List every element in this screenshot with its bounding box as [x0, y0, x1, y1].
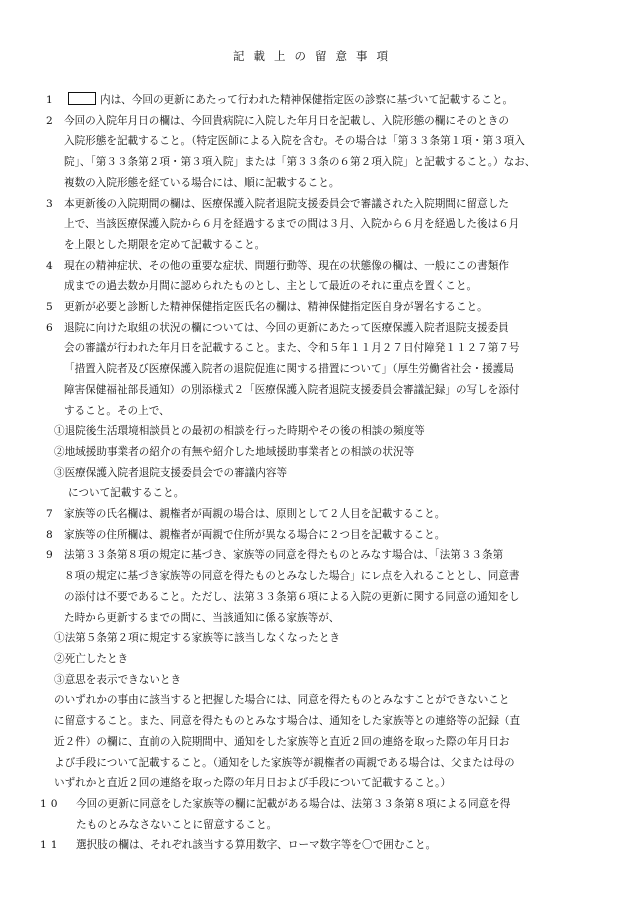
note-line: 選択肢の欄は、それぞれ該当する算用数字、ローマ数字等を〇で囲むこと。: [76, 839, 437, 852]
note-line: 内は、今回の更新にあたって行われた精神保健指定医の診察に基づいて記載すること。: [100, 94, 514, 106]
page-title: 記載上の留意事項: [233, 49, 397, 63]
note-number: 8: [46, 528, 53, 541]
note-item-11: [40, 835, 592, 856]
note-line: ８項の規定に基づき家族等の同意を得たものとみなした場合」にレ点を入れることとし、同意書: [64, 570, 520, 583]
note-item-5: [46, 297, 592, 318]
note-line: のいずれかの事由に該当すると把握した場合には、同意を得たものとみなすことができないこと: [54, 694, 510, 707]
note-subitem: ①退院後生活環境相談員との最初の相談を行った時期やその後の相談の頻度等: [54, 425, 425, 438]
note-item-4: [46, 256, 592, 297]
note-item-10: [40, 794, 592, 835]
note-line: いずれかと直近２回の連絡を取った際の年月日および手段について記載すること。）: [54, 777, 452, 790]
note-item-1: [46, 90, 592, 111]
note-line: 障害保健福祉部長通知）の別添様式２「医療保護入院者退院支援委員会審議記録」の写しを添付: [64, 383, 520, 396]
note-number: 4: [46, 259, 53, 272]
note-line: 会の審議が行われた年月日を記載すること。また、令和５年１１月２７日付障発１１２７第７号: [64, 342, 520, 355]
note-subitem: ②地域援助事業者の紹介の有無や紹介した地域援助事業者との相談の状況等: [54, 445, 415, 458]
note-number: 10: [40, 797, 62, 810]
note-number: 3: [46, 197, 53, 210]
note-line: に留意すること。また、同意を得たものとみなす場合は、通知をした家族等との連絡等の記録（直: [54, 715, 521, 728]
note-item-9: [46, 545, 592, 793]
note-item-6: [46, 318, 592, 504]
note-subitem: ③意思を表示できないとき: [54, 673, 182, 686]
note-line: 今回の入院年月日の欄は、今回貴病院に入院した年月日を記載し、入院形態の欄にそのときの: [64, 114, 509, 127]
note-number: 2: [46, 114, 53, 127]
note-line: 現在の精神症状、その他の重要な症状、問題行動等、現在の状態像の欄は、一般にこの書類作: [64, 259, 509, 272]
note-line: 上で、当該医療保護入院から６月を経過するまでの間は３月、入院から６月を経過した後は６月: [64, 218, 520, 231]
note-item-8: [46, 525, 592, 546]
note-item-3: [46, 194, 592, 256]
note-subitem: ②死亡したとき: [54, 652, 129, 665]
note-line: た時から更新するまでの間に、当該通知に係る家族等が、: [64, 611, 340, 624]
note-line: 家族等の氏名欄は、親権者が両親の場合は、原則として２人目を記載すること。: [64, 508, 446, 521]
note-line: について記載すること。: [68, 487, 185, 500]
note-number: 1: [46, 94, 53, 106]
note-line: 家族等の住所欄は、親権者が両親で住所が異なる場合に２つ目を記載すること。: [64, 528, 446, 541]
note-line: 近２件）の欄に、直前の入院期間中、通知をした家族等と直近２回の連絡を取った際の年月日お: [54, 735, 510, 748]
note-number: 11: [40, 839, 62, 852]
note-line: を上限とした期限を定めて記載すること。: [64, 238, 266, 251]
note-item-7: [46, 504, 592, 525]
blank-box-icon: [68, 92, 96, 105]
note-line: すること。その上で、: [64, 404, 170, 417]
note-line: 更新が必要と診断した精神保健指定医氏名の欄は、精神保健指定医自身が署名すること。: [64, 301, 488, 314]
note-line: 今回の更新に同意をした家族等の欄に記載がある場合は、法第３３条第８項による同意を得: [76, 797, 511, 810]
note-number: 9: [46, 549, 53, 562]
note-line: 院」、「第３３条第２項・第３項入院」または「第３３条の６第２項入院」と記載すること。）なお、: [64, 156, 536, 169]
note-number: 6: [46, 321, 53, 334]
note-line: 複数の入院形態を経ている場合には、順に記載すること。: [64, 176, 340, 189]
note-line: よび手段について記載すること。（通知をした家族等が親権者の両親である場合は、父または母の: [54, 756, 515, 769]
note-line: 本更新後の入院期間の欄は、医療保護入院者退院支援委員会で審議された入院期間に留意した: [64, 197, 509, 210]
note-line: 退院に向けた取組の状況の欄については、今回の更新にあたって医療保護入院者退院支援委員: [64, 321, 509, 334]
note-line: の添付は不要であること。ただし、法第３３条第６項による入院の更新に関する同意の通知をし: [64, 590, 520, 603]
note-number: 5: [46, 301, 53, 314]
note-line: 成までの過去数か月間に認められたものとし、主として最近のそれに重点を置くこと。: [64, 280, 478, 293]
note-line: 「措置入院者及び医療保護入院者の退院促進に関する措置について」（厚生労働省社会・援護局: [64, 363, 515, 376]
note-number: 7: [46, 508, 53, 521]
notes-list: [40, 90, 592, 856]
note-line: 法第３３条第８項の規定に基づき、家族等の同意を得たものとみなす場合は、「法第３３条第: [64, 549, 504, 562]
note-subitem: ①法第５条第２項に規定する家族等に該当しなくなったとき: [54, 632, 341, 645]
note-line: たものとみなさないことに留意すること。: [76, 818, 278, 831]
note-item-2: [46, 111, 592, 194]
note-line: 入院形態を記載すること。（特定医師による入院を含む。その場合は「第３３条第１項・第３項入: [64, 135, 525, 148]
note-subitem: ③医療保護入院者退院支援委員会での審議内容等: [54, 466, 288, 479]
